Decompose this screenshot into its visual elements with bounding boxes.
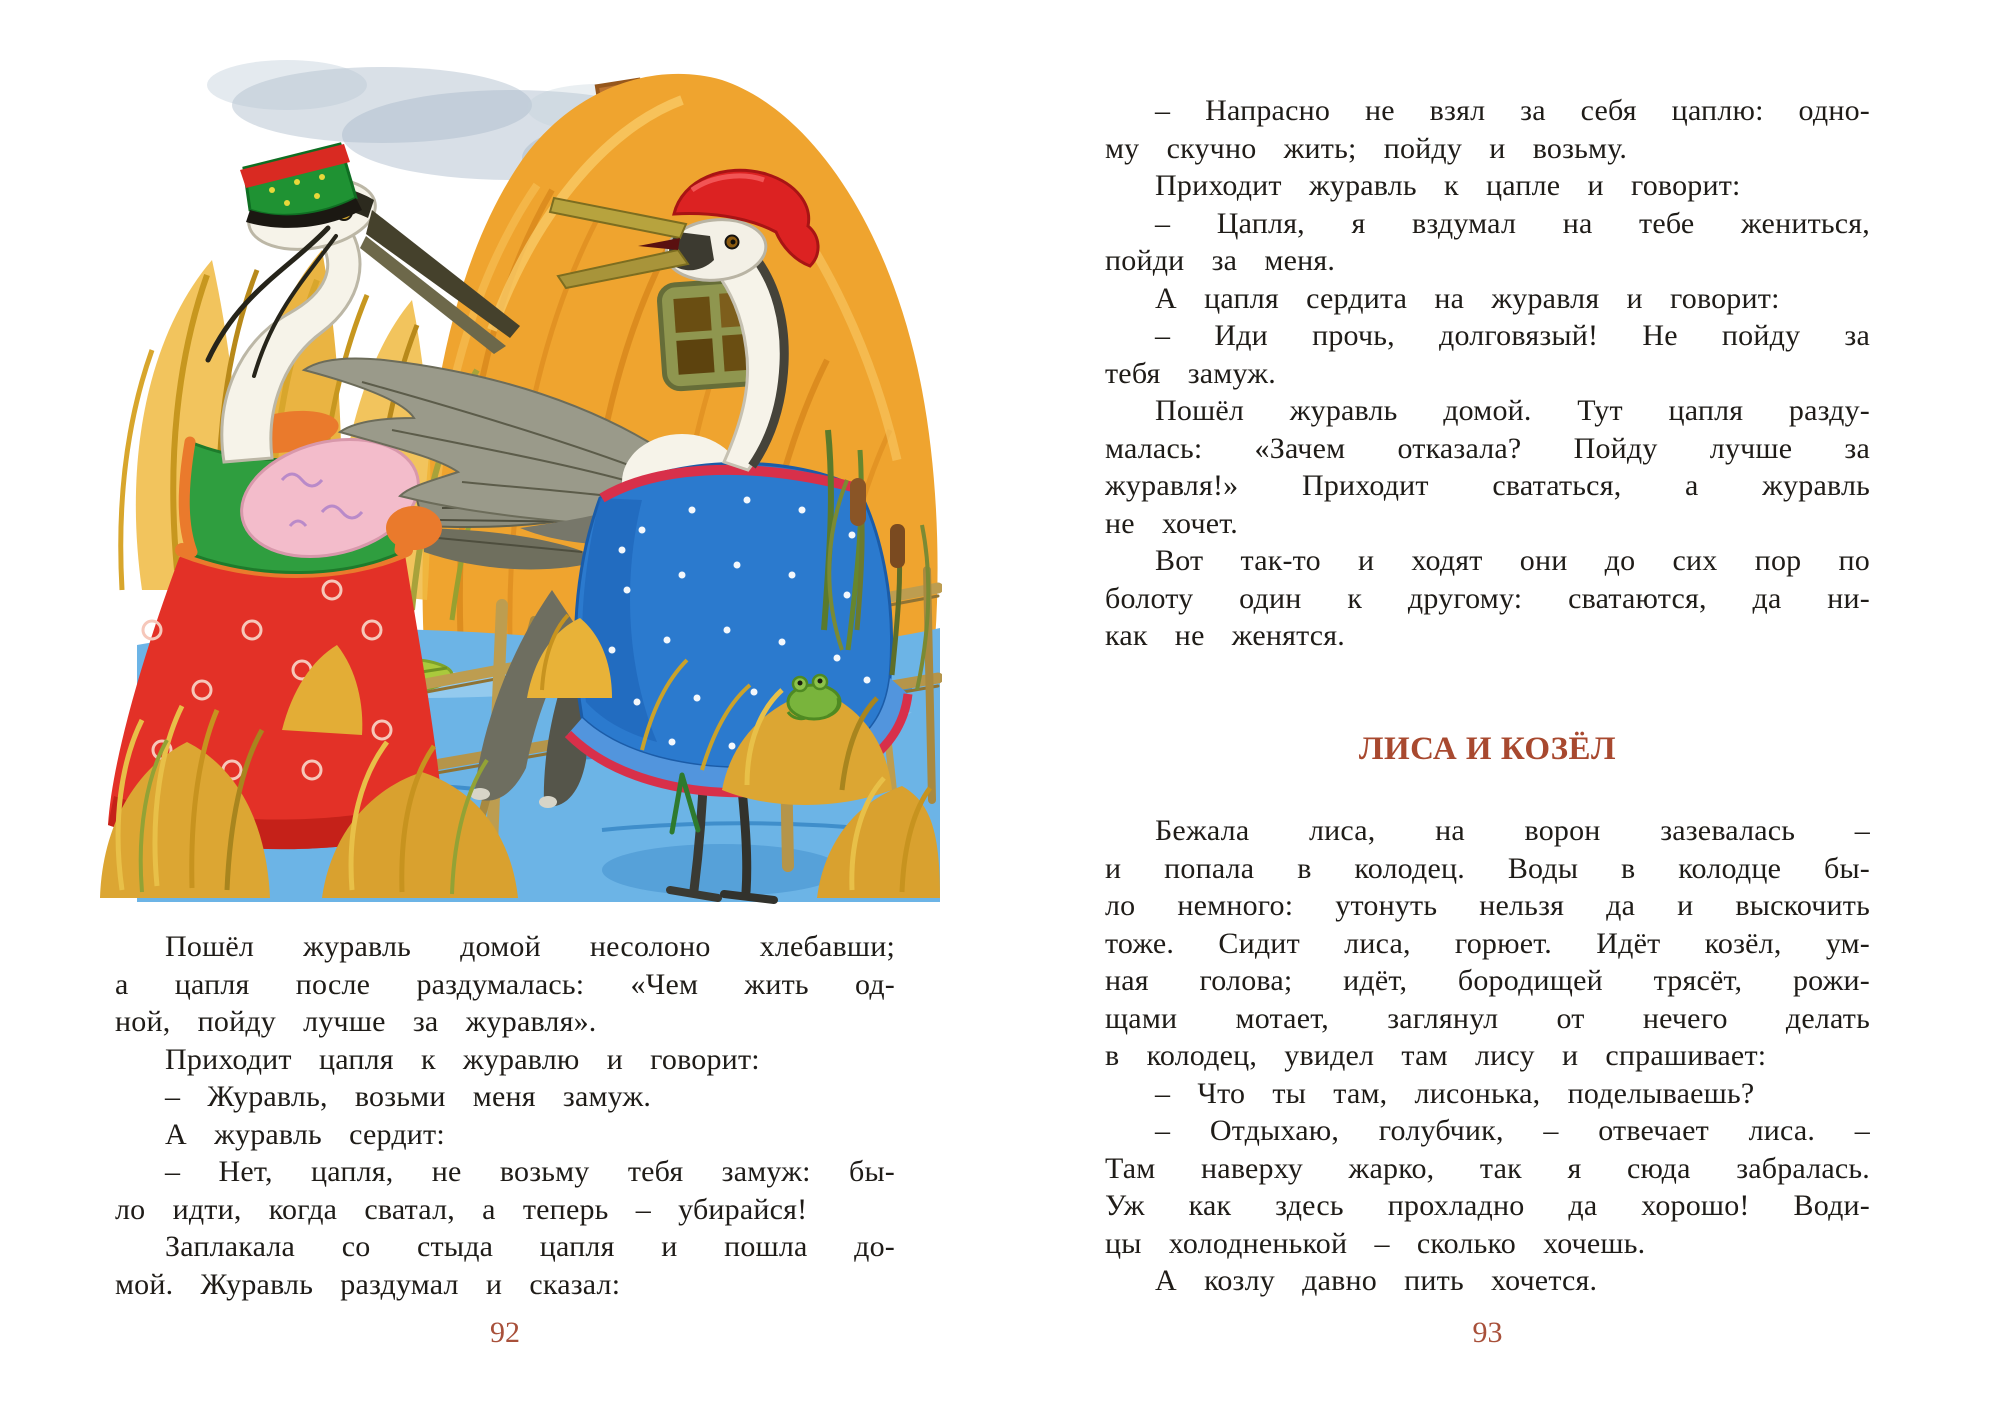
- text-line: – Отдыхаю, голубчик, – отвечает лиса. –: [1155, 1114, 1870, 1147]
- section-heading: ЛИСА И КОЗЁЛ: [1358, 731, 1617, 767]
- text-line: – Что ты там, лисонька, поделываешь?: [1155, 1076, 1755, 1110]
- text-line: тоже. Сидит лиса, горюет. Идёт козёл, ум-: [1105, 926, 1870, 960]
- text-line: цы холодненькой – сколько хочешь.: [1105, 1226, 1646, 1260]
- text-line: пойди за меня.: [1105, 244, 1336, 277]
- text-line: болоту один к другому: сватаются, да ни-: [1105, 581, 1870, 615]
- text-line: му скучно жить; пойду и возьму.: [1105, 131, 1628, 165]
- page-number-left: 92: [490, 1316, 520, 1349]
- text-line: малась: «Зачем отказала? Пойду лучше за: [1105, 431, 1870, 465]
- text-line: Приходит журавль к цапле и говорит:: [1155, 169, 1741, 202]
- text-line: Вот так-то и ходят они до сих пор по: [1155, 544, 1870, 577]
- text-line: – Журавль, возьми меня замуж.: [165, 1080, 652, 1113]
- text-line: тебя замуж.: [1105, 356, 1276, 390]
- text-line: – Нет, цапля, не возьму тебя замуж: бы-: [165, 1155, 895, 1188]
- story-illustration: [82, 30, 942, 905]
- text-line: Пошёл журавль домой. Тут цапля разду-: [1155, 394, 1870, 427]
- text-line: журавля!» Приходит свататься, а журавль: [1105, 469, 1870, 502]
- text-line: Приходит цапля к журавлю и говорит:: [165, 1042, 760, 1076]
- text-line: Заплакала со стыда цапля и пошла до-: [165, 1230, 895, 1263]
- text-line: А журавль сердит:: [165, 1117, 445, 1151]
- text-line: А цапля сердита на журавля и говорит:: [1155, 281, 1780, 315]
- text-line: – Иди прочь, долговязый! Не пойду за: [1155, 319, 1870, 352]
- story-end-text: [1105, 92, 1870, 655]
- text-line: в колодец, увидел там лису и спрашивает:: [1105, 1039, 1767, 1072]
- text-line: ная голова; идёт, бородищей трясёт, рожи-: [1105, 964, 1870, 997]
- text-line: ло идти, когда сватал, а теперь – убирайся!: [115, 1192, 808, 1226]
- heron-and-crane-illustration: [82, 30, 942, 905]
- story-text: [1105, 812, 1870, 1300]
- text-line: Уж как здесь прохладно да хорошо! Води-: [1105, 1189, 1870, 1222]
- text-line: ной, пойду лучше за журавля».: [115, 1005, 597, 1038]
- text-line: Бежала лиса, на ворон зазевалась –: [1155, 814, 1870, 847]
- text-line: и попала в колодец. Воды в колодце бы-: [1105, 851, 1870, 885]
- text-line: ло немного: утонуть нельзя да и выскочить: [1105, 889, 1870, 922]
- text-line: щами мотает, заглянул от нечего делать: [1105, 1001, 1870, 1035]
- text-line: как не женятся.: [1105, 619, 1345, 652]
- right-page: [1000, 0, 2000, 1424]
- left-page-text: [115, 928, 895, 1303]
- text-line: не хочет.: [1105, 506, 1239, 540]
- text-line: а цапля после раздумалась: «Чем жить од-: [115, 967, 895, 1001]
- text-line: Там наверху жарко, так я сюда забралась.: [1105, 1151, 1870, 1185]
- page-number-right: 93: [1472, 1316, 1503, 1349]
- text-line: мой. Журавль раздумал и сказал:: [115, 1267, 621, 1301]
- text-line: – Напрасно не взял за себя цаплю: одно-: [1155, 94, 1870, 127]
- text-line: – Цапля, я вздумал на тебе жениться,: [1155, 206, 1870, 240]
- text-line: А козлу давно пить хочется.: [1155, 1264, 1598, 1297]
- text-line: Пошёл журавль домой несолоно хлебавши;: [165, 930, 895, 963]
